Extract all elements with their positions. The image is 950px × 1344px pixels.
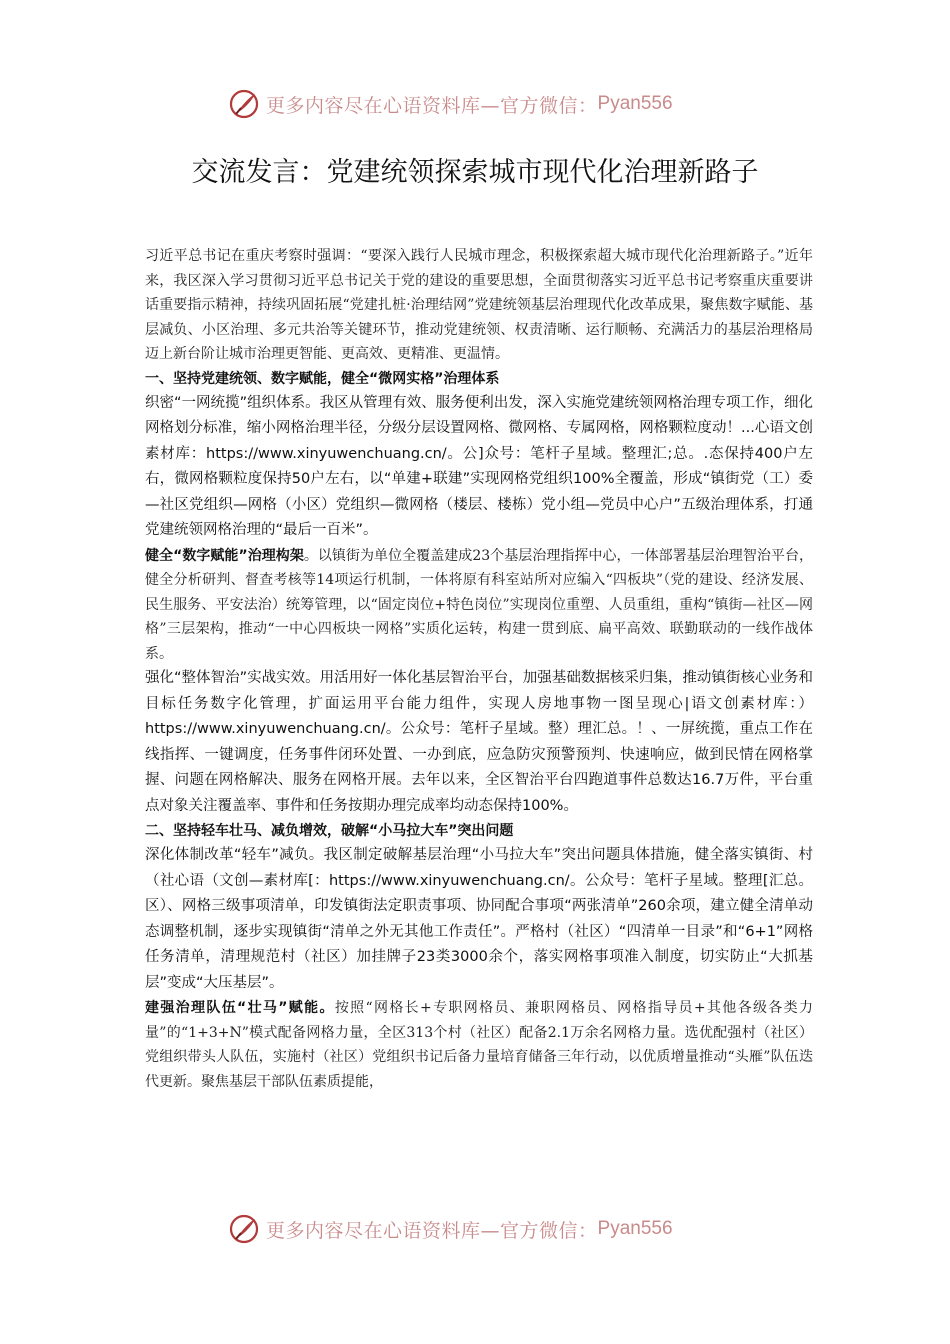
paragraph-lead: 建强治理队伍“壮马”赋能。 <box>145 1000 335 1016</box>
quill-logo-icon <box>228 88 260 120</box>
paragraph-lead: 健全“数字赋能”治理构架 <box>145 547 304 564</box>
section-2-paragraph-1: 深化体制改革“轻车”减负。我区制定破解基层治理“小马拉大车”突出问题具体措施，健全落实镇街、村（社心语（文创—素材库[：https://www.xinyuwenchuang.cn/。公众号：笔杆子星域。整理[汇总。区）、网格三级事项清单，印发镇街法定职责事项、协同配合事项“两张清单”260余项，建立健全清单动态调整机制，逐步实现镇街“清单之外无其他工作责任”。严格村（社区）“四清单一目录”和“6+1”网格任务清单，清理规范村（社区）加挂牌子23类3000余个，落实网格事项准入制度，切实防止“大抓基层”变成“大压基层”。 <box>145 847 813 991</box>
section-2-heading: 二、坚持轻车壮马、减负增效，破解“小马拉大车”突出问题 <box>145 823 514 839</box>
banner-text: 更多内容尽在心语资料库—官方微信： <box>266 1219 598 1242</box>
banner-wechat-id: Pyan556 <box>597 1218 673 1239</box>
footer-banner <box>228 1209 728 1249</box>
section-1-paragraph-3: 强化“整体智治”实战实效。用活用好一体化基层智治平台，加强基础数据核采归集，推动镇街核心业务和目标任务数字化管理，扩面运用平台能力组件，实现人房地事物一图呈现心|语文创素材库：）https://www.xinyuwenchuang.cn/。公众号：笔杆子星域。整）理汇总。！、一屏统揽，重点工作在线指挥、一键调度，任务事件闭环处置、一办到底，应急防灾预警预判、快速响应，做到民情在网格掌握、问题在网格解决、服务在网格开展。去年以来，全区智治平台四跑道事件总数达16.7万件，平台重点对象关注覆盖率、事件和任务按期办理完成率均动态保持100%。 <box>145 670 813 814</box>
document-body <box>145 244 813 1094</box>
banner-text: 更多内容尽在心语资料库—官方微信： <box>266 94 598 117</box>
intro-paragraph: 习近平总书记在重庆考察时强调：“要深入践行人民城市理念，积极探索超大城市现代化治理新路子。”近年来，我区深入学习贯彻习近平总书记关于党的建设的重要思想，全面贯彻落实习近平总书记考察重庆重要讲话重要指示精神，持续巩固拓展“党建扎桩·治理结网”党建统领基层治理现代化改革成果，聚焦数字赋能、基层减负、小区治理、多元共治等关键环节，推动党建统领、权责清晰、运行顺畅、充满活力的基层治理格局迈上新台阶让城市治理更智能、更高效、更精准、更温情。 <box>145 248 813 362</box>
section-1-heading: 一、坚持党建统领、数字赋能，健全“微网实格”治理体系 <box>145 370 500 387</box>
document-title: 交流发言：党建统领探索城市现代化治理新路子 <box>191 157 759 188</box>
section-1-paragraph-2 <box>145 544 813 667</box>
paragraph-body: 。以镇街为单位全覆盖建成23个基层治理指挥中心，一体部署基层治理智治平台，健全分析研判、督查考核等14项运行机制，一体将原有科室站所对应编入“四板块”（党的建设、经济发展、民生服务、平安法治）统筹管理，以“固定岗位+特色岗位”实现岗位重塑、人员重组，重构“镇街—社区—网格”三层架构，推动“一中心四板块一网格”实质化运转，构建一贯到底、扁平高效、联勤联动的一线作战体系。 <box>145 547 813 662</box>
section-2-paragraph-2 <box>145 996 813 1094</box>
header-banner <box>228 84 728 124</box>
section-1-paragraph-1: 织密“一网统揽”组织体系。我区从管理有效、服务便利出发，深入实施党建统领网格治理专项工作，细化网格划分标准，缩小网格治理半径，分级分层设置网格、微网格、专属网格，网格颗粒度动！...心语文创素材库：https://www.xinyuwenchuang.cn/。公]众号：笔杆子星域。整理汇;总。.态保持400户左右，微网格颗粒度保持50户左右，以“单建+联建”实现网格党组织100%全覆盖，形成“镇街党（工）委—社区党组织—网格（小区）党组织—微网格（楼层、楼栋）党小组—党员中心户”五级治理体系，打通党建统领网格治理的“最后一百米”。 <box>145 394 813 538</box>
paragraph-body: 按照“网格长+专职网格员、兼职网格员、网格指导员+其他各级各类力量”的“1+3+N”模式配备网格力量，全区313个村（社区）配备2.1万余名网格力量。选优配强村（社区）党组织带头人队伍，实施村（社区）党组织书记后备力量培育储备三年行动，以优质增量推动“头雁”队伍迭代更新。聚焦基层干部队伍素质提能， <box>145 1000 813 1090</box>
banner-wechat-id: Pyan556 <box>597 93 673 114</box>
quill-logo-icon <box>228 1213 260 1245</box>
